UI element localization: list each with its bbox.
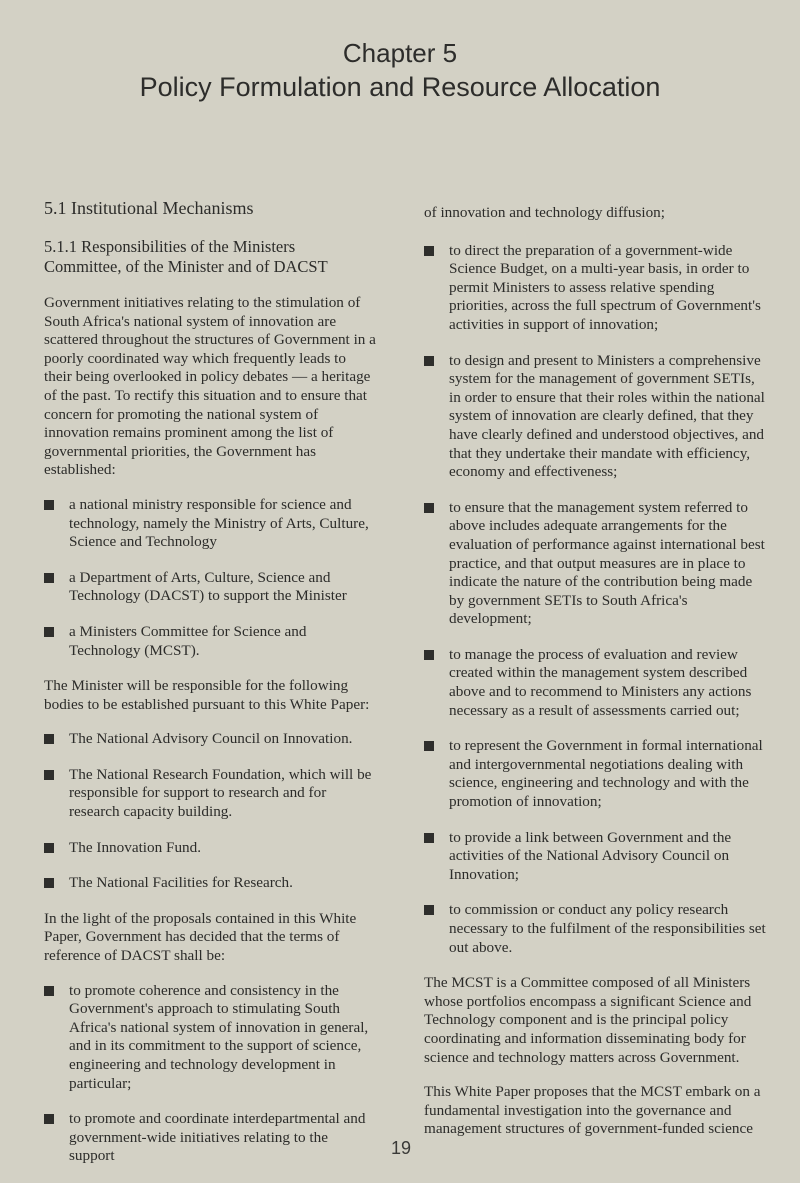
- chapter-header: [0, 38, 800, 104]
- minister-paragraph: The Minister will be responsible for the following bodies to be established pursuant to this White Paper:: [44, 677, 370, 713]
- list-item: to direct the preparation of a government-wide Science Budget, on a multi-year basis, in order to permit Ministers to assess relative spending priorities, across the full spectrum of Government's activities in support of innovation;: [424, 242, 766, 335]
- terms-list-continued: [424, 242, 766, 958]
- square-bullet-icon: [424, 356, 434, 366]
- list-item: to promote coherence and consistency in the Government's approach to stimulating South Africa's national system of innovation in general, and in its commitment to the support of science, engineering and technology development in particular;: [44, 982, 376, 1094]
- square-bullet-icon: [424, 905, 434, 915]
- list-item: The National Facilities for Research.: [44, 874, 376, 893]
- list-item: to provide a link between Government and the activities of the National Advisory Council on Innovation;: [424, 829, 766, 885]
- list-item: The National Advisory Council on Innovation.: [44, 730, 376, 749]
- intro-paragraph: Government initiatives relating to the stimulation of South Africa's national system of innovation are scattered throughout the structures of Government in a poorly coordinated way which frequently leads to their being overlooked in policy debates — a heritage of the past. To rectify this situation and to ensure that concern for promoting the national system of innovation remains prominent among the list of governmental priorities, the Government has established:: [44, 294, 376, 479]
- established-bodies-list: [44, 496, 376, 660]
- list-item: to promote and coordinate interdepartmental and government-wide initiatives relating to the support: [44, 1110, 376, 1166]
- list-item: a national ministry responsible for science and technology, namely the Ministry of Arts, Culture, Science and Technology: [44, 496, 376, 552]
- square-bullet-icon: [424, 741, 434, 751]
- square-bullet-icon: [424, 503, 434, 513]
- square-bullet-icon: [44, 843, 54, 853]
- list-item: a Ministers Committee for Science and Technology (MCST).: [44, 623, 376, 660]
- right-column: [424, 204, 766, 1155]
- square-bullet-icon: [44, 573, 54, 583]
- list-item: The Innovation Fund.: [44, 839, 376, 858]
- subsection-title: 5.1.1 Responsibilities of the Ministers Committee, of the Minister and of DACST: [44, 237, 328, 276]
- list-item: to commission or conduct any policy research necessary to the fulfilment of the responsibilities set out above.: [424, 901, 766, 957]
- mcst-paragraph: The MCST is a Committee composed of all Ministers whose portfolios encompass a significant Science and Technology component and is the principal policy coordinating and information disseminating body for science and technology matters across Government.: [424, 974, 752, 1066]
- chapter-title: Policy Formulation and Resource Allocation: [139, 72, 661, 102]
- list-item: a Department of Arts, Culture, Science and Technology (DACST) to support the Minister: [44, 569, 376, 606]
- minister-bodies-list: [44, 730, 376, 893]
- proposal-paragraph: This White Paper proposes that the MCST embark on a fundamental investigation into the governance and management structures of government-funded science: [424, 1083, 761, 1138]
- list-item: The National Research Foundation, which will be responsible for support to research and for research capacity building.: [44, 766, 376, 822]
- square-bullet-icon: [44, 500, 54, 510]
- page-number: 19: [390, 1138, 412, 1158]
- continuation-text: of innovation and technology diffusion;: [424, 204, 665, 221]
- section-title: 5.1 Institutional Mechanisms: [44, 198, 254, 218]
- terms-list: [44, 982, 376, 1166]
- terms-paragraph: In the light of the proposals contained in this White Paper, Government has decided that the terms of reference of DACST shall be:: [44, 909, 357, 965]
- square-bullet-icon: [44, 878, 54, 888]
- list-item: to ensure that the management system referred to above includes adequate arrangements for the evaluation of performance against international best practice, and that output measures are in place to indicate the nature of the contribution being made by government SETIs to South Africa's development;: [424, 499, 766, 629]
- square-bullet-icon: [44, 1114, 54, 1124]
- square-bullet-icon: [44, 986, 54, 996]
- square-bullet-icon: [424, 833, 434, 843]
- square-bullet-icon: [424, 650, 434, 660]
- list-item: to design and present to Ministers a comprehensive system for the management of government SETIs, in order to ensure that their roles within the national system of innovation are clearly defined, that they have clearly defined and understood objectives, and that they undertake their mandate with efficiency, economy and effectiveness;: [424, 352, 766, 482]
- chapter-label: Chapter 5: [342, 38, 458, 68]
- list-item: to represent the Government in formal international and intergovernmental negotiations dealing with science, engineering and technology and with the promotion of innovation;: [424, 737, 766, 811]
- square-bullet-icon: [44, 734, 54, 744]
- list-item: to manage the process of evaluation and review created within the management system described above and to recommend to Ministers any actions necessary as a result of assessments carried out;: [424, 646, 766, 720]
- square-bullet-icon: [44, 770, 54, 780]
- left-column: [44, 197, 376, 1183]
- square-bullet-icon: [44, 627, 54, 637]
- square-bullet-icon: [424, 246, 434, 256]
